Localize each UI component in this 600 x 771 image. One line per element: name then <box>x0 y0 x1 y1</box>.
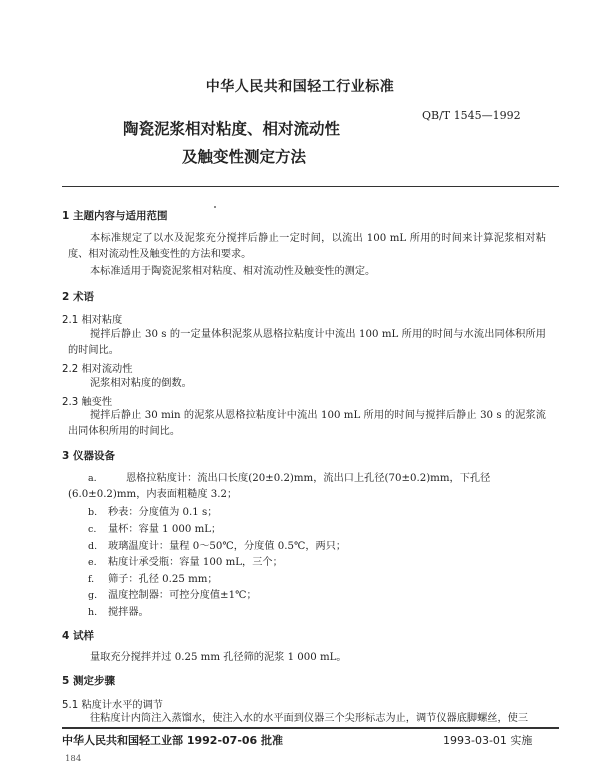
equipment-item-d <box>68 539 546 555</box>
section-2-1-heading: 2.1 相对粘度 <box>62 315 123 326</box>
section-4-text: 量取充分搅拌并过 0.25 mm 孔径筛的泥浆 1 000 mL。 <box>90 652 347 663</box>
equipment-item-label: c. <box>88 524 97 535</box>
doc-title-line2: 及触变性测定方法 <box>182 148 307 166</box>
footer-divider <box>62 727 559 729</box>
section-1-heading: 1 主题内容与适用范围 <box>62 210 168 222</box>
equipment-item-text: 玻璃温度计：量程 0～50℃，分度值 0.5℃，两只； <box>108 541 347 552</box>
equipment-item-label: h. <box>88 607 98 618</box>
equipment-item-text: 筛子：孔径 0.25 mm； <box>108 574 218 585</box>
equipment-item-c <box>68 522 546 538</box>
doc-title-line1: 陶瓷泥浆相对粘度、相对流动性 <box>123 120 341 138</box>
equipment-item-text: 粘度计承受瓶：容量 100 mL，三个； <box>108 557 283 568</box>
section-2-2-heading: 2.2 相对流动性 <box>62 364 133 375</box>
equipment-item-a <box>68 471 546 503</box>
equipment-item-label: d. <box>88 541 98 552</box>
equipment-item-label: b. <box>88 507 98 518</box>
section-5-heading: 5 测定步骤 <box>62 675 115 687</box>
equipment-item-h <box>68 605 546 621</box>
standard-title: 中华人民共和国轻工行业标准 <box>205 79 395 95</box>
section-2-3-text: 搅拌后静止 30 min 的泥浆从恩格拉粘度计中流出 100 mL 所用的时间与搅拌后静止 30 s 的泥浆流出同体积所用的时间比。 <box>68 410 546 437</box>
equipment-item-label: e. <box>88 557 97 568</box>
section-2-1-text: 搅拌后静止 30 s 的一定量体积泥浆从恩格拉粘度计中流出 100 mL 所用的时间与水流出同体积所用的时间比。 <box>68 329 546 356</box>
section-3-heading: 3 仪器设备 <box>62 450 115 462</box>
section-1-paragraph-2: 本标准适用于陶瓷泥浆相对粘度、相对流动性及触变性的测定。 <box>90 266 376 277</box>
section-1-paragraph-1: 本标准规定了以水及泥浆充分搅拌后静止一定时间，以流出 100 mL 所用的时间来计算泥浆相对粘度、相对流动性及触变性的方法和要求。 <box>68 233 546 260</box>
equipment-item-e <box>68 555 546 571</box>
section-2-3-heading: 2.3 触变性 <box>62 397 113 408</box>
section-5-1-text: 往粘度计内筒注入蒸馏水，使注入水的水平面到仪器三个尖形标志为止，调节仪器底脚螺丝，使三 <box>90 713 529 724</box>
equipment-item-label: g. <box>88 590 98 601</box>
header-divider <box>62 186 559 187</box>
section-4-heading: 4 试样 <box>62 630 94 642</box>
equipment-item-text: 温度控制器：可控分度值±1℃； <box>108 590 257 601</box>
equipment-item-b <box>68 505 546 521</box>
equipment-item-g <box>68 588 546 604</box>
implementation-date: 1993-03-01 实施 <box>443 734 533 747</box>
equipment-item-text: 搅拌器。 <box>108 607 149 618</box>
page-number: 184 <box>65 754 82 764</box>
approval-line: 中华人民共和国轻工业部 1992-07-06 批准 <box>62 734 284 747</box>
equipment-item-label: f. <box>88 574 95 585</box>
equipment-item-label: a. <box>88 473 97 484</box>
equipment-item-f <box>68 572 546 588</box>
equipment-item-text: 秒表：分度值为 0.1 s； <box>108 507 218 518</box>
section-5-1-heading: 5.1 粘度计水平的调节 <box>62 700 163 711</box>
section-2-heading: 2 术语 <box>62 291 94 303</box>
standard-code: QB/T 1545—1992 <box>422 109 521 122</box>
equipment-item-text: 恩格拉粘度计：流出口长度(20±0.2)mm，流出口上孔径(70±0.2)mm，下孔径(6.0±0.2)mm，内表面粗糙度 3.2； <box>68 473 491 500</box>
section-2-2-text: 泥浆相对粘度的倒数。 <box>90 378 192 389</box>
scan-speck <box>214 206 216 208</box>
equipment-item-text: 量杯：容量 1 000 mL； <box>108 524 222 535</box>
